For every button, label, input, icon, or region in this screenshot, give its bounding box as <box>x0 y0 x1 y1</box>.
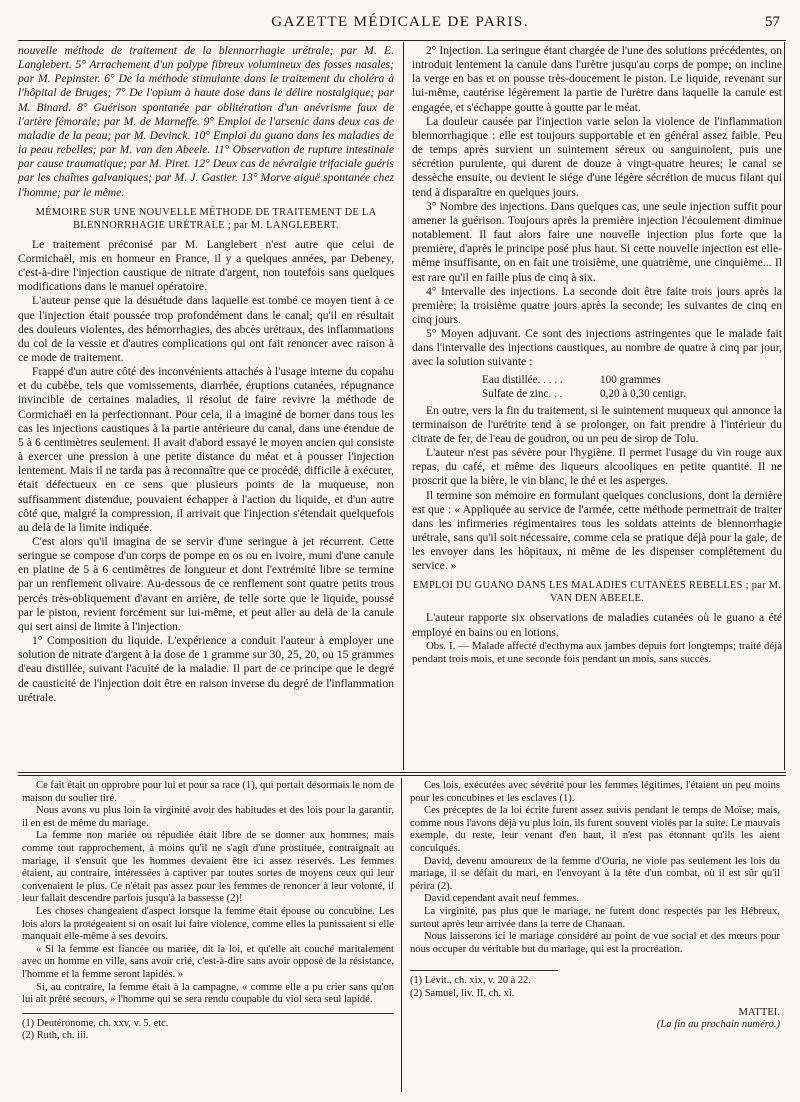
paragraph: Ces lois, exécutées avec sévérité pour les femmes légitimes, l'étaient un peu moins pour les concubines et les esclaves (1). <box>410 780 780 804</box>
paragraph: L'auteur n'est pas sévère pour l'hygiène. Il permet l'usage du vin rouge aux repas, du café, et même des liqueurs alcooliques en petite quantité. Il ne proscrit que la bière, le vin blanc, le thé et les asperges. <box>412 446 782 488</box>
journal-title: GAZETTE MÉDICALE DE PARIS. <box>271 14 529 30</box>
paragraph: 4° Intervalle des injections. La seconde doit être faite trois jours après la première; la troisième quatre jours après la seconde; les suivantes de cinq en cinq jours. <box>412 284 782 326</box>
page-header <box>20 14 780 36</box>
formula-label: Sulfate de zinc. . . <box>482 387 563 400</box>
paragraph: L'auteur rapporte six observations de maladies cutanées où le guano a été employé en bains ou en lotions. <box>412 611 782 639</box>
paragraph: Il termine son mémoire en formulant quelques conclusions, dont la dernière est que : « Appliquée au service de l'armée, cette méthode permettrait de traiter dans les infirmeries régimentaires tous les soldats atteints de blennorrhagie urétrale, sans qu'il soit nécessaire, comme cela se pratique déjà pour la gale, de les envoyer dans les hôpitaux, ni même de les dispenser complétement du service. » <box>412 488 782 573</box>
paragraph: Ces préceptes de la loi écrite furent assez suivis pendant le temps de Moïse; mais, comme nous l'avons déjà vu plus loin, ils furent souvent violés par la suite. Le mauvais exemple, du reste, leur venant d'en haut, il n'est pas étonnant qu'ils les aient conculqués. <box>410 805 780 854</box>
footnote: (1) Deutéronome, ch. xxv, v. 5, etc. <box>22 1017 169 1029</box>
paragraph: David, devenu amoureux de la femme d'Ouria, ne viole pas seulement les lois du mariage, il se défait du mari, en l'envoyant à la tête d'un combat, où il est sûr qu'il périra (2). <box>410 855 780 892</box>
author-signature: MATTEI. <box>738 1006 780 1018</box>
paragraph: Les choses changeaient d'aspect lorsque la femme était épouse ou concubine. Les lois alors la protégeaient si on osait lui faire violence, comme elles la punissaient si elle manquait elle-même à ses devoirs. <box>22 905 394 943</box>
paragraph: « Si la femme est fiancée ou mariée, dit la loi, et qu'elle ait couché maritalement avec un homme en ville, sans avoir crié, c'est-à-dire sans avoir opposé de la résistance, l'homme et la femme seront lapidés. » <box>22 943 394 980</box>
article-heading-guano: EMPLOI DU GUANO DANS LES MALADIES CUTANÉES REBELLES ; par M. VAN DEN ABEELE. <box>412 580 782 605</box>
paragraph: Si, au contraire, la femme était à la campagne, « comme elle a pu crier sans qu'on lui ait prêté secours, » l'homme qui se sera rendu coupable du viol sera seul lapidé. <box>22 981 394 1006</box>
footnote: (1) Lévit., ch. xix, v. 20 à 22. <box>410 975 531 987</box>
paragraph: Nous avons vu plus loin la virginité avoir des habitudes et des lois pour la garantir, il en est de même du mariage. <box>22 805 394 829</box>
feuilleton-divider <box>401 778 402 1092</box>
page-number: 57 <box>765 14 780 30</box>
paragraph: Ce fait était un opprobre pour lui et pour sa race (1), qui portait désormais le nom de maison du soulier tiré. <box>22 780 394 804</box>
column-divider <box>403 42 404 770</box>
paragraph: La femme non mariée ou répudiée était libre de se donner aux hommes; mais comme tout rapprochement, à moins qu'il ne s'agît d'une prostituée, contraignait au mariage, il s'ensuit que les hommes devaient être ici assez réservés. Les femmes étaient, au contraire, intéressées à captiver par toutes sortes de moyens ceux qui leur convenaient le plus. Ce n'était pas assez pour les femmes de renoncer à leur volonté, il leur fallait descendre parfois jusqu'à la bassesse (2)! <box>22 830 394 905</box>
paragraph: Le traitement préconisé par M. Langlebert n'est autre que celui de Cormichaël, mis en honneur en France, il y a quelques années, par Debeney, c'est-à-dire l'injection caustique de nitrate d'argent, non toutefois sans quelques modifications dans le manuel opératoire. <box>18 237 394 294</box>
right-column <box>412 44 782 666</box>
feuilleton-rule-thin <box>18 775 786 776</box>
article-heading-langlebert: MÉMOIRE SUR UNE NOUVELLE MÉTHODE DE TRAITEMENT DE LA BLENNORRHAGIE URÉTRALE ; par M. LANGLEBERT. <box>35 206 377 231</box>
formula-value: 100 grammes <box>600 373 661 386</box>
continued-note: (La fin au prochain numéro.) <box>656 1019 780 1031</box>
paragraph: La douleur causée par l'injection varie selon la violence de l'inflammation blennorrhagique : elle est toujours supportable et en général assez faible. Peu de temps après survient un suintement séreux ou sanguinolent, puis une sécrétion purulente, qui durent de douze à vingt-quatre heures; le canal se dessèche ensuite, ou devient le siége d'une légère sécrétion de mucus filant qui tend à disparaître en quelques jours. <box>412 114 782 199</box>
footnote: (2) Samuel, liv. II, ch. xi. <box>410 987 515 999</box>
paragraph: 5° Moyen adjuvant. Ce sont des injections astringentes que le malade fait dans l'intervalle des injections caustiques, au nombre de quatre à cinq par jour, avec la solution suivante : <box>412 327 782 369</box>
paragraph: Frappé d'un autre côté des inconvénients attachés à l'usage interne du copahu et du cubèbe, tels que vomissements, diarrhée, éruptions cutanées, répugnance invincible de certaines maladies, il résolut de faire revivre la méthode de Cormichaël en la perfectionnant. Pour cela, il a imaginé de borner dans tous les cas les injections caustiques à la partie antérieure du canal, dans une étendue de 5 à 6 centimètres seulement. Il avait d'abord essayé le moyen ancien qui consiste à exercer une pression à une petite distance du méat et à pousser l'injection lentement. Mais il ne tarda pas à reconnaître que ce procédé, difficile à exécuter, était défectueux en ce sens que plusieurs points de la muqueuse, non suffisamment distendue, pouvaient échapper à l'action du liquide, et d'un autre côté que, malgré la compression, il arrivait que l'injection s'étendait quelquefois au delà de la limite indiquée. <box>18 365 394 534</box>
header-rule <box>18 40 786 41</box>
paragraph: La virginité, pas plus que le mariage, ne furent donc respectés par les Hébreux, surtout après leur arrivée dans la terre de Chanaan. <box>410 905 780 930</box>
paragraph: Obs. I. — Malade affecté d'ecthyma aux jambes depuis fort longtemps; traité déjà pendant trois mois, et une seconde fois pendant un mois, sans succès. <box>412 639 782 665</box>
formula-value: 0,20 à 0,30 centigr. <box>600 387 686 400</box>
paragraph: 2° Injection. La seringue étant chargée de l'une des solutions précédentes, on introduit lentement la canule dans l'urètre jusqu'au corps de pompe; on incline la verge en bas et on pousse très-doucement le piston. Le liquide, revenant sur lui-même, cautérise légèrement la partie de l'urètre dans laquelle la canule est engagée, et s'échappe goutte à goutte par le méat. <box>412 44 782 114</box>
paragraph: C'est alors qu'il imagina de se servir d'une seringue à jet récurrent. Cette seringue se compose d'un corps de pompe en os ou en ivoire, muni d'une canule en platine de 5 à 6 centimètres de longueur et dont l'extrémité libre se termine par un renflement olivaire. Au-dessous de ce renflement sont quatre petits trous percés très-obliquement d'avant en arrière, de telle sorte que le liquide, poussé par le piston, revient forcément sur lui-même, et peut aller au delà de la canule qui sert ainsi de limite à l'injection. <box>18 535 394 633</box>
prescription-formula <box>482 373 782 401</box>
feuilleton-left <box>22 780 394 1043</box>
paragraph: L'auteur pense que la désuétude dans laquelle est tombé ce moyen tient à ce que l'injection était poussée trop profondément dans le canal; qu'il en résultait des douleurs violentes, des hémorrhagies, des abcès urétraux, des inflammations du col de la vessie et d'autres complications qui ont fait renoncer avec raison à ce mode de traitement. <box>18 294 394 364</box>
footnote-rule <box>22 1013 394 1014</box>
feuilleton-rule <box>18 772 786 773</box>
footnote-rule <box>410 970 558 971</box>
left-column <box>18 44 394 705</box>
paragraph: 3° Nombre des injections. Dans quelques cas, une seule injection suffit pour amener la guérison. Toujours après la première injection l'écoulement diminue notablement. Il faut alors faire une nouvelle injection plus forte que la première, d'après le principe posé plus haut. Si cette nouvelle injection est elle-même insuffisante, on en fait une troisième, une quatrième, une cinquième... Il est rare qu'il en faille plus de cinq à six. <box>412 199 782 284</box>
paragraph: 1° Composition du liquide. L'expérience a conduit l'auteur à employer une solution de nitrate d'argent à la dose de 1 gramme sur 30, 25, 20, ou 15 grammes d'eau distillée, suivant l'acuité de la maladie. Il part de ce principe que le degré de causticité de l'injection doit être en raison inverse du degré de l'inflammation urétrale. <box>18 634 394 704</box>
footnote: (2) Ruth, ch. iii. <box>22 1030 89 1042</box>
feuilleton-right <box>410 780 780 1032</box>
summary-paragraph: nouvelle méthode de traitement de la blennorrhagie urétrale; par M. E. Langlebert. 5° Arrachement d'un polype fibreux volumineux des fosses nasales; par M. Pepinster. 6° De la méthode stimulante dans le traitement du choléra à l'hôpital de Bruges; 7° De l'opium à haute dose dans le délire nostalgique; par M. Binard. 8° Guérison spontanée par oblitération d'un anévrisme faux de l'artère fémorale; par M. de Marneffe. 9° Emploi de l'arsenic dans deux cas de maladie de la peau; par M. Devinck. 10° Emploi du guano dans les maladies de la peau rebelles; par M. van den Abeele. 11° Observation de rupture intestinale par cause traumatique; par M. Piret. 12° Deux cas de névralgie trifaciale guéris par les chaînes galvaniques; par M. J. Gastier. 13° Morve aiguë spontanée chez l'homme; par le même. <box>18 44 394 199</box>
right-border <box>784 42 785 770</box>
paragraph: En outre, vers la fin du traitement, si le suintement muqueux qui annonce la terminaison de l'urétrite tend à se prolonger, on fait prendre à l'intérieur du citrate de fer, de l'eau de goudron, ou un peu de sirop de Tolu. <box>412 403 782 445</box>
formula-label: Eau distillée. . . . . <box>482 373 563 386</box>
paragraph: Nous laisserons ici le mariage considéré au point de vue social et des mœurs pour nous occuper du véritable but du mariage, qui est la procréation. <box>410 931 780 955</box>
paragraph: David cependant avait neuf femmes. <box>424 893 580 905</box>
